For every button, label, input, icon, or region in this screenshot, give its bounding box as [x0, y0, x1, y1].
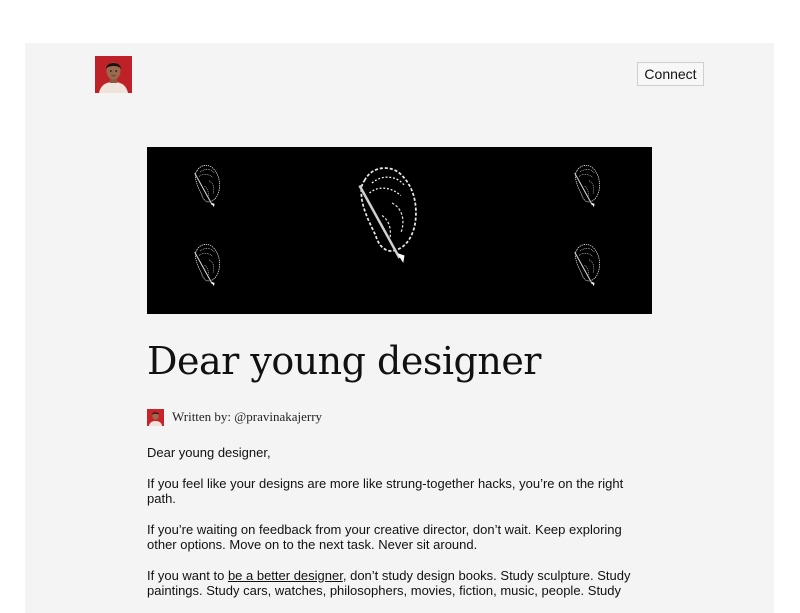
byline	[147, 408, 322, 426]
paragraph: If you feel like your designs are more like strung-together hacks, you’re on the right path.	[147, 475, 624, 506]
connect-button[interactable]: Connect	[637, 62, 704, 86]
paragraph	[147, 568, 652, 599]
paragraph-text: , don’t study design books. Study sculpture. Study paintings. Study cars, watches, philosophers, movies, fiction, music, people. Study	[147, 567, 631, 598]
hero-image	[147, 147, 652, 314]
article-body	[147, 445, 652, 613]
paragraph: Dear young designer,	[147, 445, 271, 460]
article-title: Dear young designer	[147, 339, 541, 383]
paragraph-text: If you want to	[147, 567, 228, 583]
author-avatar[interactable]	[95, 56, 132, 93]
paragraph: If you’re waiting on feedback from your creative director, don’t wait. Keep exploring other options. Move on to the next task. Never sit around.	[147, 521, 622, 552]
page-container	[25, 43, 774, 613]
better-designer-link[interactable]: be a better designer	[227, 567, 343, 583]
byline-text: Written by: @pravinakajerry	[172, 409, 323, 424]
author-avatar-small	[147, 409, 164, 426]
